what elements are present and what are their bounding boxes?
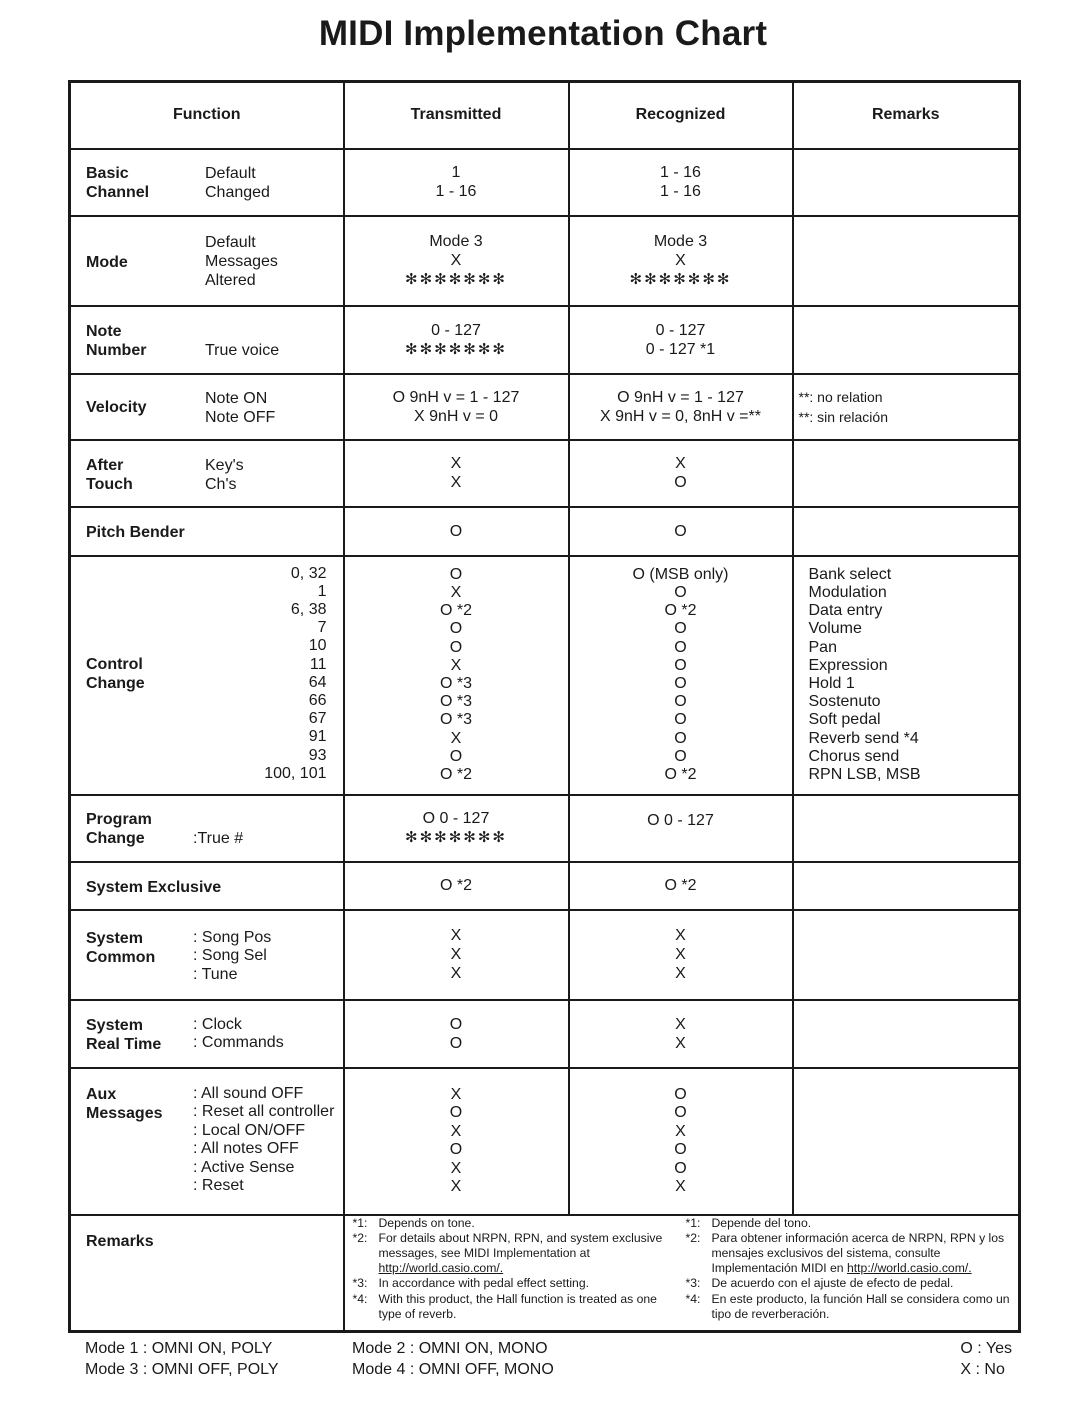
tx-aux-messages: X O X O X X [344,1068,569,1215]
rx-basic-channel: 1 - 16 1 - 16 [569,149,793,216]
tx-pitch-bender: O [344,507,569,556]
rx-program-change: O 0 - 127 [569,795,793,862]
sub-system-realtime: : Clock : Commands [193,1015,284,1051]
label-system-exclusive: System Exclusive [86,878,222,896]
label-aux-messages: Aux Messages [86,1085,163,1122]
label-basic-channel: Basic Channel [86,164,150,201]
remarks-aux-messages [793,1068,1020,1215]
page-title: MIDI Implementation Chart [318,14,768,53]
header-transmitted: Transmitted [344,82,569,149]
row-remarks [70,1215,1020,1332]
header-row [70,82,1020,149]
rx-pitch-bender: O [569,507,793,556]
tx-system-exclusive: O *2 [344,862,569,910]
rx-aux-messages: O O X O O X [569,1068,793,1215]
row-note-number [70,306,1020,374]
remarks-pitch-bender [793,507,1020,556]
header-function: Function [70,82,344,149]
remarks-system-common [793,910,1020,1000]
remarks-mode [793,216,1020,306]
header-remarks: Remarks [793,82,1020,149]
label-mode: Mode [86,253,128,271]
tx-mode: Mode 3 X ✻✻✻✻✻✻✻ [344,216,569,306]
label-system-common: System Common [86,929,156,966]
remarks-control-change: Bank select Modulation Data entry Volume Pan Expression Hold 1 Sostenuto Soft pedal Reverb send *4 Chorus send RPN LSB, MSB [793,556,1020,795]
footer-legend: O : Yes X : No [960,1340,1012,1378]
sub-aux-messages: : All sound OFF : Reset all controller : Local ON/OFF : All notes OFF : Active Sense : Reset [193,1084,335,1194]
tx-velocity: O 9nH v = 1 - 127 X 9nH v = 0 [344,374,569,440]
remarks-system-exclusive [793,862,1020,910]
row-aux-messages [70,1068,1020,1215]
rx-velocity: O 9nH v = 1 - 127 X 9nH v = 0, 8nH v =** [569,374,793,440]
row-system-exclusive [70,862,1020,910]
sub-program-change: :True # [193,829,244,847]
footnotes-english: *1: Depends on tone. *2: For details about NRPN, RPN, and system exclusive messages, see MIDI Implementation at http://world.casio.com/. *3: In accordance with pedal effect setting. *4: With this product, the Hall function is treated as one type of reverb. [352,1215,663,1321]
remarks-program-change [793,795,1020,862]
tx-basic-channel: 1 1 - 16 [344,149,569,216]
row-mode [70,216,1020,306]
remarks-velocity: **: no relation **: sin relación [793,374,1020,440]
rx-mode: Mode 3 X ✻✻✻✻✻✻✻ [569,216,793,306]
label-control-change: Control Change [86,655,145,692]
tx-system-common: X X X [344,910,569,1000]
tx-system-realtime: O O [344,1000,569,1068]
row-after-touch [70,440,1020,507]
label-note-number: Note Number [86,322,147,359]
footer-modes-left: Mode 1 : OMNI ON, POLY Mode 3 : OMNI OFF, POLY [85,1340,279,1378]
tx-note-number: 0 - 127 ✻✻✻✻✻✻✻ [344,306,569,374]
row-pitch-bender [70,507,1020,556]
tx-control-change: O X O *2 O O X O *3 O *3 O *3 X O O *2 [344,556,569,795]
row-control-change [70,556,1020,795]
sub-velocity: Note ON Note OFF [205,389,276,426]
footer-modes-right: Mode 2 : OMNI ON, MONO Mode 4 : OMNI OFF, MONO [352,1340,554,1378]
rx-system-common: X X X [569,910,793,1000]
sub-basic-channel: Default Changed [205,164,270,201]
casio-link-en[interactable]: http://world.casio.com/. [378,1261,504,1276]
rx-system-exclusive: O *2 [569,862,793,910]
tx-program-change: O 0 - 127 ✻✻✻✻✻✻✻ [344,795,569,862]
sub-system-common: : Song Pos : Song Sel : Tune [193,928,272,983]
rx-note-number: 0 - 127 0 - 127 *1 [569,306,793,374]
row-system-realtime [70,1000,1020,1068]
label-program-change: Program Change [86,810,152,847]
label-velocity: Velocity [86,398,147,416]
label-remarks: Remarks [86,1232,154,1250]
header-recognized: Recognized [569,82,793,149]
row-system-common [70,910,1020,1000]
tx-after-touch: X X [344,440,569,507]
casio-link-es[interactable]: http://world.casio.com/. [846,1261,972,1276]
midi-implementation-table [68,80,1021,1333]
remarks-system-realtime [793,1000,1020,1068]
row-velocity [70,374,1020,440]
footnotes-spanish: *1: Depende del tono. *2: Para obtener información acerca de NRPN, RPN y los mensajes exclusivos del sistema, consulte Implementación MIDI en http://world.casio.com/. *3: De acuerdo con el ajuste de efecto de pedal. *4: En este producto, la función Hall se considera como un tipo de reverberación. [685,1215,1010,1321]
label-system-realtime: System Real Time [86,1016,162,1053]
remarks-note-number [793,306,1020,374]
rx-system-realtime: X X [569,1000,793,1068]
label-after-touch: After Touch [86,456,133,493]
row-program-change [70,795,1020,862]
label-pitch-bender: Pitch Bender [86,523,185,541]
remarks-after-touch [793,440,1020,507]
sub-note-number: True voice [205,341,280,359]
control-numbers: 0, 32 1 6, 38 7 10 11 64 66 67 91 93 100, 101 [264,564,327,782]
rx-control-change: O (MSB only) O O *2 O O O O O O O O O *2 [569,556,793,795]
sub-mode: Default Messages Altered [205,233,278,289]
remarks-basic-channel [793,149,1020,216]
row-basic-channel [70,149,1020,216]
sub-after-touch: Key's Ch's [205,456,244,493]
rx-after-touch: X O [569,440,793,507]
